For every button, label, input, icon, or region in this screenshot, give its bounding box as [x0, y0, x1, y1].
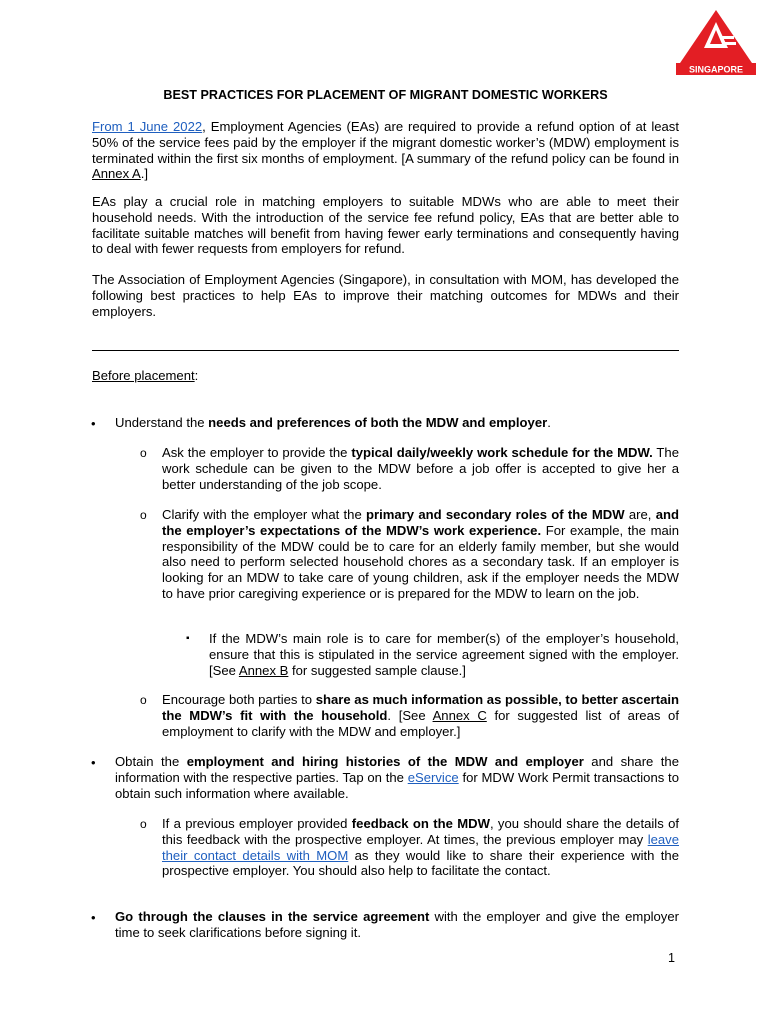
annex-a-ref: Annex A	[92, 166, 141, 182]
logo-e-bar-2	[722, 42, 736, 45]
aea-singapore-logo	[676, 10, 756, 76]
bullet-circle: o	[140, 693, 147, 707]
annex-b-ref: Annex B	[238, 662, 289, 678]
eservice-link[interactable]: eService	[407, 769, 459, 785]
intro-paragraph-3: The Association of Employment Agencies (Singapore), in consultation with MOM, has developed the following best practices to help EAs to improve their matching outcomes for MDWs and their employers.	[92, 272, 679, 319]
bullet-2a-text: If a previous employer provided feedback on the MDW, you should share the details of this feedback with the prospective employer. At times, the previous employer may leave their contact details with MOM as they would like to share their experience with the prospective employer. You should also help to facilitate the contact.	[162, 816, 679, 879]
logo-e-bar-1	[720, 36, 734, 39]
bullet-disc: •	[91, 755, 96, 770]
bullet-1b-i-text: If the MDW’s main role is to care for member(s) of the employer’s household, ensure that this is stipulated in the service agreement signed with the employer. [See Annex B for suggested sample clause.]	[209, 631, 679, 678]
logo-text: SINGAPORE	[688, 64, 744, 75]
intro-paragraph-1: From 1 June 2022, Employment Agencies (EAs) are required to provide a refund option of at least 50% of the service fees paid by the employer if the migrant domestic worker’s (MDW) employment is terminated within the first six months of employment. [A summary of the refund policy can be found in Annex A.]	[92, 119, 679, 182]
contact-details-link[interactable]: leave their contact details with MOM	[162, 831, 679, 863]
annex-c-ref: Annex C	[432, 707, 487, 723]
page-title: BEST PRACTICES FOR PLACEMENT OF MIGRANT DOMESTIC WORKERS	[163, 88, 608, 102]
bullet-1a-text: Ask the employer to provide the typical daily/weekly work schedule for the MDW. The work schedule can be given to the MDW before a job offer is accepted to give her a better understanding of the job scope.	[162, 445, 679, 492]
bullet-disc: •	[91, 910, 96, 925]
bullet-1b-text: Clarify with the employer what the primary and secondary roles of the MDW are, and the employer’s expectations of the MDW’s work experience. For example, the main responsibility of the MDW could be to care for an elderly family member, but she would also need to perform selected household chores as a secondary task. If an employer is looking for an MDW to take care of young children, ask if the employer needs the MDW to have prior caregiving experience or is prepared for the MDW to learn on the job.	[162, 507, 679, 601]
effective-date-link[interactable]: From 1 June 2022	[92, 119, 203, 134]
bullet-1c-text: Encourage both parties to share as much information as possible, to better ascertain the MDW’s fit with the household. [See Annex C for suggested list of areas of employment to clarify with the MDW and employer.]	[162, 692, 679, 739]
section-divider	[92, 350, 679, 351]
bullet-disc: •	[91, 416, 96, 431]
intro-paragraph-2: EAs play a crucial role in matching employers to suitable MDWs who are able to meet their household needs. With the introduction of the service fee refund policy, EAs that are better able to facilitate suitable matches will benefit from having fewer early terminations and consequently having to deal with fewer requests from employers for refund.	[92, 194, 679, 257]
section-heading: Before placement:	[92, 368, 199, 383]
bullet-square: ▪	[186, 633, 190, 644]
bullet-circle: o	[140, 446, 147, 460]
page-number: 1	[668, 951, 676, 965]
bullet-2-text: Obtain the employment and hiring histories of the MDW and employer and share the information with the respective parties. Tap on the eService for MDW Work Permit transactions to obtain such information where available.	[115, 754, 679, 801]
bullet-circle: o	[140, 817, 147, 831]
bullet-3-text: Go through the clauses in the service agreement with the employer and give the employer time to seek clarifications before signing it.	[115, 909, 679, 940]
bullet-circle: o	[140, 508, 147, 522]
bullet-1-text: Understand the needs and preferences of both the MDW and employer.	[115, 415, 551, 430]
